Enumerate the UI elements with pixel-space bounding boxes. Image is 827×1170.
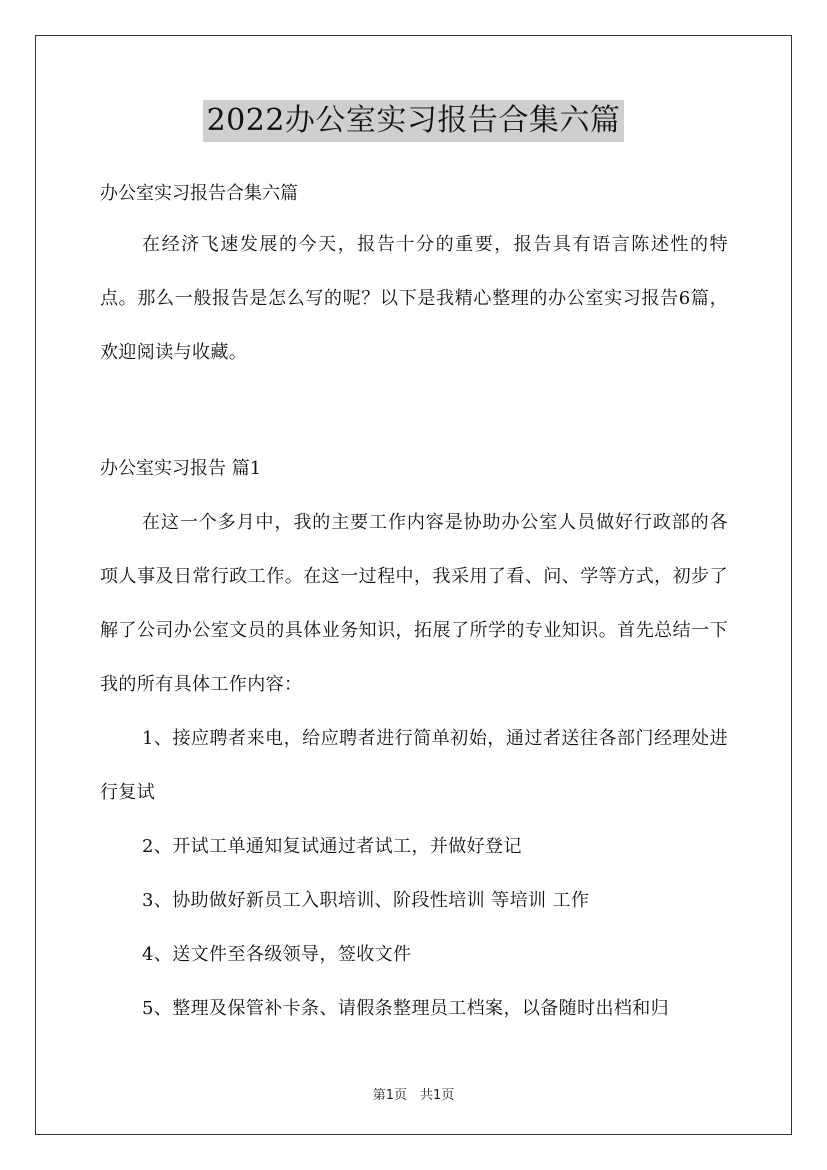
list-item: 5、整理及保管补卡条、请假条整理员工档案，以备随时出档和归 — [142, 998, 670, 1019]
document-body — [100, 173, 728, 1036]
section-heading: 办公室实习报告 篇1 — [100, 458, 262, 479]
page-footer — [0, 1084, 827, 1103]
page-number: 第1页 共1页 — [372, 1088, 455, 1103]
list-item: 1、接应聘者来电，给应聘者进行简单初始，通过者送往各部门经理处进行复试 — [100, 728, 728, 803]
intro-paragraph: 在经济飞速发展的今天，报告十分的重要，报告具有语言陈述性的特点。那么一般报告是怎么写的呢？以下是我精心整理的办公室实习报告6篇，欢迎阅读与收藏。 — [100, 234, 728, 363]
list-item: 2、开试工单通知复试通过者试工，并做好登记 — [142, 836, 522, 857]
list-item: 4、送文件至各级领导，签收文件 — [142, 944, 412, 965]
section-paragraph: 在这一个多月中，我的主要工作内容是协助办公室人员做好行政部的各项人事及日常行政工作。在这一过程中，我采用了看、问、学等方式，初步了解了公司办公室文员的具体业务知识，拓展了所学的专业知识。首先总结一下我的所有具体工作内容： — [100, 512, 728, 695]
document-subtitle: 办公室实习报告合集六篇 — [100, 183, 298, 204]
document-title: 2022办公室实习报告合集六篇 — [203, 100, 625, 142]
title-container — [0, 100, 827, 142]
list-item: 3、协助做好新员工入职培训、阶段性培训 等培训 工作 — [142, 890, 590, 911]
